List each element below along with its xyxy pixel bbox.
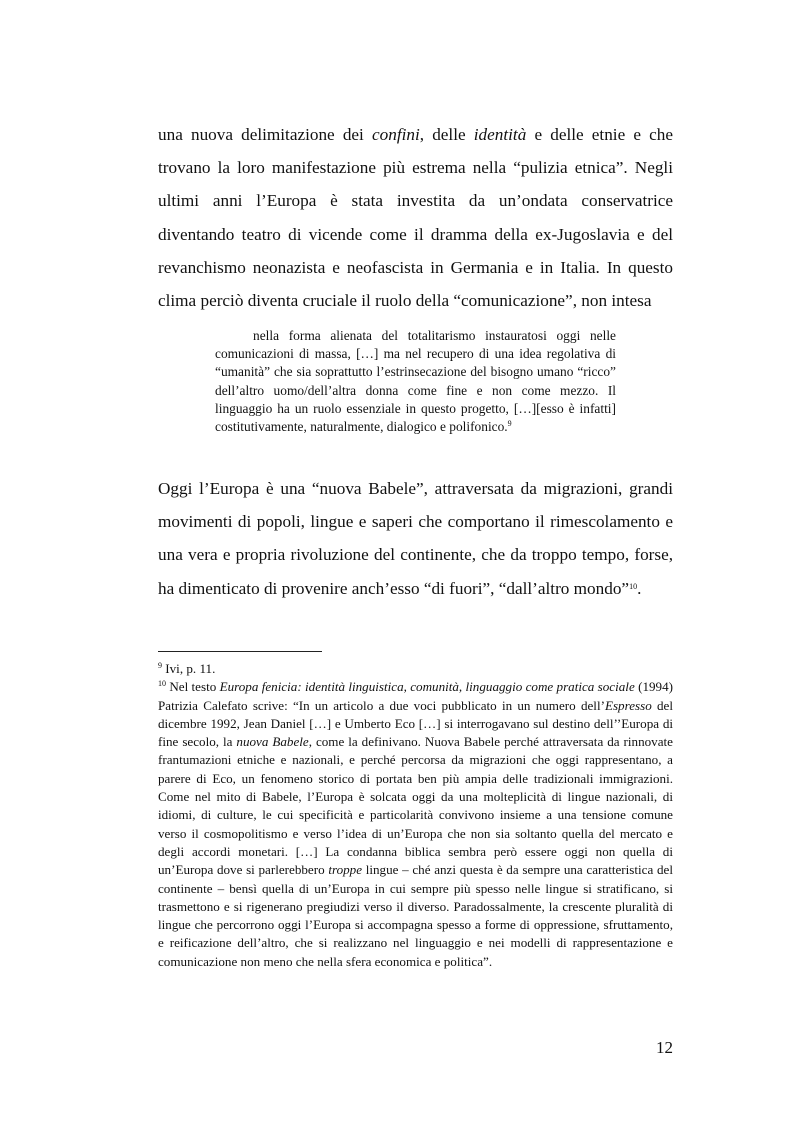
italic-book-title: Europa fenicia: identità linguistica, comunità, linguaggio come pratica sociale: [219, 679, 635, 695]
block-quote: [215, 327, 616, 436]
italic-troppe: troppe: [328, 862, 363, 878]
italic-espresso: Espresso: [604, 697, 652, 713]
italic-identita: identità: [473, 125, 527, 144]
footnote-separator: [158, 651, 322, 652]
body-paragraph-1: [158, 118, 673, 317]
italic-nuova-babele: nuova Babele: [236, 734, 309, 750]
body-paragraph-2: [158, 472, 673, 605]
footnote-text: Nel testo: [166, 679, 220, 695]
footnote-9: [158, 660, 673, 678]
footnote-10: [158, 678, 673, 971]
text-run: e delle etnie e che trovano la loro manifestazione più estrema nella “pulizia etnica”. Negli ultimi anni l’Europa è stata investita da un’ondata conservatrice diventando teatro di vicende come il dramma della ex-Jugoslavia e del revanchismo neonazista e neofascista in Germania e in Italia. In questo clima perciò diventa cruciale il ruolo della “comunicazione”, non intesa: [158, 125, 674, 311]
footnote-number: 9: [158, 661, 162, 670]
italic-confini: confini: [372, 125, 420, 144]
quote-text: nella forma alienata del totalitarismo instauratosi oggi nelle comunicazioni di massa, […] ma nel recupero di una idea regolativa di “umanità” che sia soprattutto l’estrinsecazione del bisogno umano “ricco” dell’altro uomo/dell’altra donna come fine e non come mezzo. Il linguaggio ha un ruolo essenziale in questo progetto, […][esso è infatti] costitutivamente, naturalmente, dialogico e polifonico.: [215, 328, 616, 435]
text-run: , delle: [419, 125, 474, 144]
footnotes: [158, 660, 673, 971]
text-run: una nuova delimitazione dei: [158, 125, 372, 144]
text-run: Oggi l’Europa è una “nuova Babele”, attraversata da migrazioni, grandi movimenti di popoli, lingue e saperi che comportano il rimescolamento e una vera e propria rivoluzione del continente, che da troppo tempo, forse, ha dimenticato di provenire anch’esso “di fuori”, “dall’altro mondo”: [158, 479, 673, 598]
footnote-ref-10[interactable]: 10: [629, 581, 638, 591]
footnote-ref-9[interactable]: 9: [507, 419, 512, 429]
footnote-text: del dicembre 1992, Jean Daniel […] e Umberto Eco […] si interrogavano sul destino dell’’Europa di fine secolo, la: [158, 697, 673, 750]
text-run: .: [637, 578, 642, 598]
footnote-text: lingue – ché anzi questa è da sempre una caratteristica del continente – bensì quella di un’Europa in cui sempre più spesso nelle lingue si stratificano, si trasmettono e si rigenerano pregiudizi verso il diverso. Paradossalmente, la crescente pluralità di lingue che percorrono oggi l’Europa si accompagna spesso a forme di oppressione, sfruttamento, e reificazione dell’altro, che si realizzano nel linguaggio e nei modelli di rappresentazione e comunicazione non meno che nella sfera economica e politica”.: [158, 862, 673, 969]
footnote-text: Ivi, p. 11.: [162, 661, 216, 676]
footnote-text: , come la definivano. Nuova Babele perché attraversata da rinnovate frantumazioni etniche e nazionali, e perché percorsa da migrazioni che oggi rappresentano, a parere di Eco, un fenomeno storico di portata ben più ampia delle tradizionali immigrazioni. Come nel mito di Babele, l’Europa è solcata oggi da una molteplicità di lingue nazionali, di idiomi, di culture, le cui specificità e particolarità convivono insieme a una tensione comune verso il cosmopolitismo e verso l’idea di un’Europa che non sia soltanto quella del mercato e degli accordi monetari. […] La condanna biblica sembra però essere oggi non quella di un’Europa dove si parlerebbero: [158, 734, 673, 878]
footnote-number: 10: [158, 679, 166, 689]
page-number: 12: [656, 1038, 673, 1057]
footnote-text: (1994) Patrizia Calefato scrive: “In un articolo a due voci pubblicato in un numero dell’: [158, 679, 673, 713]
